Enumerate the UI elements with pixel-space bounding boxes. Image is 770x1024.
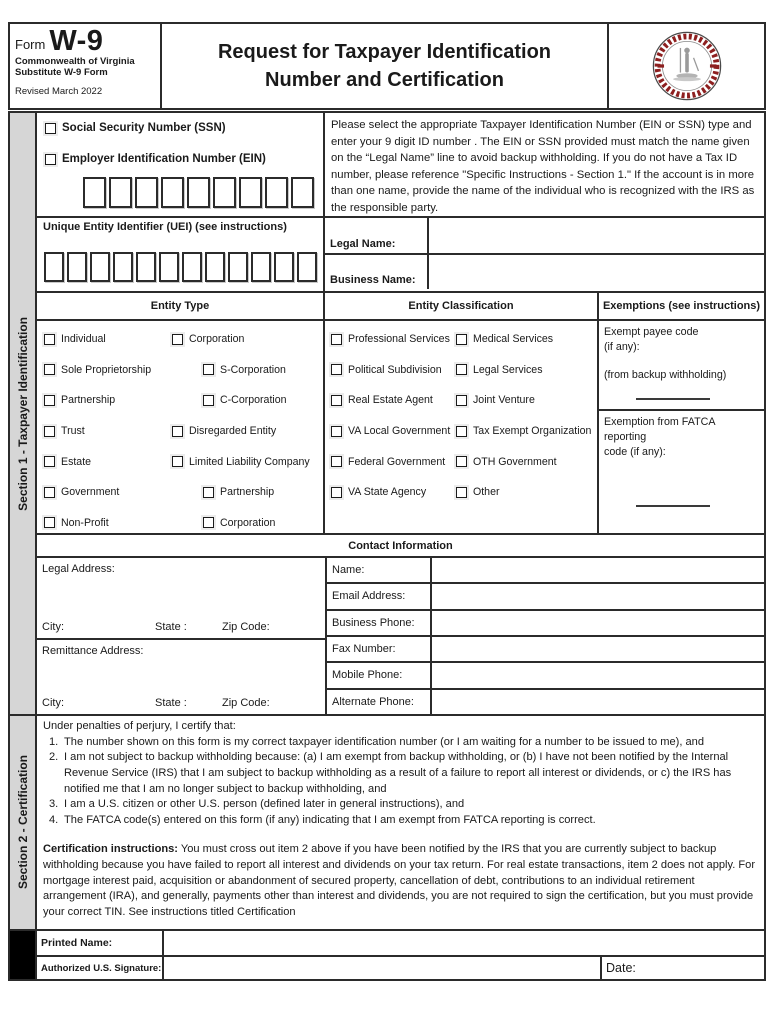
entity-classification-checkbox[interactable] [456, 364, 467, 375]
digit-box[interactable] [291, 177, 314, 208]
entity-type-option [44, 425, 85, 437]
exempt-payee-cell [597, 319, 764, 409]
digit-box[interactable] [265, 177, 288, 208]
entity-type-checkbox[interactable] [44, 426, 55, 437]
exempt-payee-line2: (if any): [604, 341, 640, 354]
entity-type-checkbox[interactable] [203, 487, 214, 498]
digit-box[interactable] [67, 252, 87, 282]
state-label: State : [155, 697, 187, 709]
digit-box[interactable] [297, 252, 317, 282]
digit-box[interactable] [251, 252, 271, 282]
entity-classification-checkbox[interactable] [456, 395, 467, 406]
uei-cell [35, 216, 323, 291]
signature-label: Authorized U.S. Signature: [35, 955, 162, 979]
checkbox-label: Estate [61, 455, 92, 468]
entity-classification-checkbox[interactable] [456, 334, 467, 345]
entity-type-checkbox[interactable] [44, 517, 55, 528]
org-line1: Commonwealth of Virginia [15, 55, 135, 67]
section2-label: Section 2 - Certification [15, 755, 30, 890]
date-label: Date: [606, 961, 636, 975]
section2-label-bar [8, 714, 35, 929]
certification-instructions-body: You must cross out item 2 above if you have been notified by the IRS that you are currently subject to backup withholding because you have failed to report all interest and dividends on your tax return. For real estate transactions, item 2 does not apply. For mortgage interest paid, acquisition or abandonment of secured property, cancellation of debt, contributions to an individual retirement arrangement (IRA), and generally, payments other than interest and dividends, you are not required to sign the certification, but you must provide your correct TIN. See instructions titled Certification [43, 843, 756, 919]
entity-classification-option [331, 425, 450, 437]
contact-field-label: Alternate Phone: [327, 690, 432, 714]
checkbox-label: Corporation [220, 516, 276, 529]
tin-type-cell [35, 111, 323, 216]
entity-type-option [203, 517, 275, 529]
ein-label: Employer Identification Number (EIN) [62, 153, 266, 165]
fatca-exemption-cell [597, 409, 764, 533]
entity-type-row [37, 477, 323, 508]
checkbox-label: S-Corporation [220, 363, 286, 376]
checkbox-label: C-Corporation [220, 394, 287, 407]
digit-box[interactable] [83, 177, 106, 208]
entity-type-option [44, 517, 109, 529]
entity-type-checkbox[interactable] [172, 334, 183, 345]
entity-type-checkbox[interactable] [172, 456, 183, 467]
digit-box[interactable] [228, 252, 248, 282]
tin-instructions: Please select the appropriate Taxpayer Identification Number (EIN or SSN) type and enter your 9 digit ID number . The EIN or SSN provided must match the name given on the “Legal Name” line to avoid backup withholding. If you do not have a Tax ID number, please reference "Specific Instructions - Section 1." If the account is in more than one name, provide the name of the individual who is recognized with the IRS as the responsible party. [331, 119, 755, 214]
certification-item: I am a U.S. citizen or other U.S. person (defined later in general instructions), and [64, 798, 465, 811]
ssn-checkbox[interactable] [45, 123, 56, 134]
legal-name-row [325, 218, 764, 255]
entity-type-header: Entity Type [35, 291, 323, 319]
contact-info-header: Contact Information [35, 533, 764, 556]
contact-field-row [327, 558, 764, 584]
entity-classification-option [456, 394, 535, 406]
entity-type-option [44, 394, 115, 406]
legal-address-label: Legal Address: [42, 563, 115, 575]
contact-field-input[interactable] [432, 663, 764, 687]
form-id-box [10, 24, 162, 108]
form-number [15, 25, 155, 57]
certification-list [49, 735, 756, 829]
ein-option [45, 153, 266, 165]
certification-item: I am not subject to backup withholding because: (a) I am exempt from backup withholding, or (b) I have not been notified by the Internal Revenue Service (IRS) that I am subject to backup withholding as a result of a failure to report all interest or dividends, or c) the IRS has notified me that I am no longer subject to backup withholding, and [64, 751, 732, 795]
entity-classification-checkbox[interactable] [331, 487, 342, 498]
entity-classification-option [456, 486, 500, 498]
form-title-line2: Number and Certification [265, 69, 504, 91]
digit-box[interactable] [113, 252, 133, 282]
uei-boxes[interactable] [44, 252, 317, 282]
entity-type-checkbox[interactable] [44, 364, 55, 375]
digit-box[interactable] [109, 177, 132, 208]
checkbox-label: Professional Services [348, 333, 450, 346]
certification-instructions [43, 842, 756, 920]
perjury-intro: Under penalties of perjury, I certify that: [43, 720, 236, 732]
checkbox-label: Individual [61, 333, 106, 346]
entity-type-checkbox[interactable] [44, 456, 55, 467]
entity-classification-checkbox[interactable] [331, 334, 342, 345]
signature-left-bar [8, 929, 35, 979]
checkbox-label: VA State Agency [348, 486, 427, 499]
checkbox-label: Federal Government [348, 455, 446, 468]
entity-type-row [37, 324, 323, 355]
entity-classification-checkbox[interactable] [331, 426, 342, 437]
entity-type-checkbox[interactable] [44, 395, 55, 406]
checkbox-label: Disregarded Entity [189, 425, 277, 438]
entity-type-option [44, 364, 151, 376]
entity-classification-checkbox[interactable] [456, 456, 467, 467]
digit-box[interactable] [239, 177, 262, 208]
entity-type-option [172, 425, 276, 437]
section1-label: Section 1 - Taxpayer Identification [15, 316, 30, 511]
exempt-payee-line1: Exempt payee code [604, 326, 699, 338]
entity-type-cell [35, 319, 323, 533]
entity-type-checkbox[interactable] [172, 426, 183, 437]
entity-type-checkbox[interactable] [203, 395, 214, 406]
checkbox-label: Trust [61, 425, 85, 438]
legal-name-label: Legal Name: [325, 218, 429, 253]
contact-field-row [327, 690, 764, 714]
uei-label: Unique Entity Identifier (UEI) (see instructions) [43, 221, 287, 233]
entity-type-option [44, 333, 106, 345]
form-title [162, 24, 607, 108]
form-title-line1: Request for Taxpayer Identification [217, 41, 552, 63]
names-cell [323, 216, 764, 291]
digit-box[interactable] [274, 252, 294, 282]
city-label: City: [42, 697, 64, 709]
contact-field-row [327, 584, 764, 610]
printed-name-label: Printed Name: [35, 929, 162, 955]
entity-type-checkbox[interactable] [203, 364, 214, 375]
entity-classification-option [456, 364, 543, 376]
entity-type-option [44, 456, 91, 468]
remittance-address-label: Remittance Address: [42, 645, 144, 657]
entity-classification-header: Entity Classification [323, 291, 597, 319]
form-name: W-9 [49, 25, 104, 57]
digit-box[interactable] [90, 252, 110, 282]
checkbox-label: Medical Services [473, 333, 554, 346]
legal-name-field[interactable] [429, 218, 764, 253]
tin-instructions-cell [323, 111, 764, 216]
contact-field-input[interactable] [432, 558, 764, 582]
digit-box[interactable] [161, 177, 184, 208]
ssn-option [45, 122, 226, 134]
entity-type-row [37, 416, 323, 447]
contact-field-label: Mobile Phone: [327, 663, 432, 687]
exempt-payee-code-field[interactable] [636, 398, 710, 400]
entity-classification-option [331, 456, 445, 468]
business-name-row [325, 255, 764, 289]
entity-classification-row [325, 385, 597, 416]
checkbox-label: Joint Venture [473, 394, 535, 407]
city-label: City: [42, 621, 64, 633]
entity-type-row [37, 446, 323, 477]
checkbox-label: Government [61, 486, 120, 499]
contact-field-input[interactable] [432, 637, 764, 661]
date-field[interactable] [600, 955, 764, 979]
contact-field-input[interactable] [432, 584, 764, 608]
entity-type-checkbox[interactable] [44, 334, 55, 345]
entity-type-option [203, 364, 286, 376]
zip-label: Zip Code: [222, 621, 270, 633]
checkbox-label: Partnership [61, 394, 116, 407]
entity-classification-option [456, 333, 553, 345]
checkbox-label: Legal Services [473, 363, 543, 376]
entity-classification-checkbox[interactable] [456, 426, 467, 437]
zip-label: Zip Code: [222, 697, 270, 709]
contact-field-label: Fax Number: [327, 637, 432, 661]
digit-box[interactable] [159, 252, 179, 282]
ssn-label: Social Security Number (SSN) [62, 122, 226, 134]
entity-type-row [37, 385, 323, 416]
entity-type-checkbox[interactable] [203, 517, 214, 528]
form-word: Form [15, 36, 46, 52]
entity-classification-option [331, 333, 450, 345]
business-name-label: Business Name: [325, 255, 429, 289]
digit-box[interactable] [44, 252, 64, 282]
digit-box[interactable] [213, 177, 236, 208]
checkbox-label: Sole Proprietorship [61, 363, 152, 376]
certification-item: The FATCA code(s) entered on this form (if any) indicating that I am exempt from FATCA reporting is correct. [64, 813, 596, 826]
contact-field-row [327, 611, 764, 637]
entity-classification-checkbox[interactable] [331, 456, 342, 467]
ein-checkbox[interactable] [45, 154, 56, 165]
entity-type-option [44, 486, 119, 498]
digit-box[interactable] [182, 252, 202, 282]
checkbox-label: Political Subdivision [348, 363, 442, 376]
entity-type-option [172, 333, 244, 345]
certification-cell [35, 714, 764, 929]
seal-box [607, 24, 764, 108]
checkbox-label: Real Estate Agent [348, 394, 433, 407]
signature-field[interactable] [162, 955, 600, 979]
fatca-line1: Exemption from FATCA reporting [604, 416, 715, 444]
entity-type-checkbox[interactable] [44, 487, 55, 498]
entity-classification-checkbox[interactable] [331, 364, 342, 375]
entity-classification-row [325, 355, 597, 386]
certification-item: The number shown on this form is my correct taxpayer identification number (or I am waiting for a number to be issued to me), and [64, 735, 705, 748]
checkbox-label: Corporation [189, 333, 245, 346]
exemptions-header: Exemptions (see instructions) [597, 291, 764, 319]
contact-field-input[interactable] [432, 690, 764, 714]
entity-classification-option [331, 364, 442, 376]
entity-classification-checkbox[interactable] [456, 487, 467, 498]
digit-box[interactable] [205, 252, 225, 282]
checkbox-label: Limited Liability Company [189, 455, 310, 468]
contact-field-row [327, 663, 764, 689]
checkbox-label: Non-Profit [61, 516, 109, 529]
entity-classification-cell [323, 319, 597, 533]
checkbox-label: Tax Exempt Organization [473, 425, 592, 438]
contact-field-label: Name: [327, 558, 432, 582]
entity-classification-row [325, 477, 597, 508]
entity-type-option [172, 456, 310, 468]
contact-fields [325, 556, 764, 714]
entity-classification-checkbox[interactable] [331, 395, 342, 406]
legal-address-csz [42, 621, 312, 633]
business-name-field[interactable] [429, 255, 764, 289]
form-header [8, 22, 766, 110]
exempt-payee-line3: (from backup withholding) [604, 369, 727, 382]
checkbox-label: Partnership [220, 486, 275, 499]
entity-classification-row [325, 324, 597, 355]
revision-date: Revised March 2022 [15, 86, 103, 98]
legal-address-cell[interactable] [35, 556, 325, 638]
section1-label-bar [8, 111, 35, 714]
checkbox-label: VA Local Government [348, 425, 451, 438]
printed-name-field[interactable] [162, 929, 764, 955]
digit-box[interactable] [136, 252, 156, 282]
contact-field-label: Business Phone: [327, 611, 432, 635]
contact-field-label: Email Address: [327, 584, 432, 608]
contact-field-row [327, 637, 764, 663]
form-body [8, 111, 766, 981]
entity-classification-row [325, 416, 597, 447]
digit-box[interactable] [135, 177, 158, 208]
remittance-address-csz [42, 697, 312, 709]
entity-classification-row [325, 446, 597, 477]
entity-classification-option [331, 486, 426, 498]
entity-type-option [203, 486, 274, 498]
entity-type-option [203, 394, 287, 406]
entity-classification-option [456, 425, 591, 437]
virginia-seal-icon [646, 25, 728, 107]
entity-type-row [37, 355, 323, 386]
org-line2: Substitute W-9 Form [15, 67, 108, 79]
entity-classification-option [456, 456, 557, 468]
fatca-line2: code (if any): [604, 446, 666, 459]
entity-classification-option [331, 394, 433, 406]
certification-instructions-lead: Certification instructions: [43, 843, 178, 856]
contact-field-input[interactable] [432, 611, 764, 635]
tin-digit-boxes[interactable] [83, 177, 314, 208]
remittance-address-cell[interactable] [35, 638, 325, 714]
checkbox-label: OTH Government [473, 455, 557, 468]
digit-box[interactable] [187, 177, 210, 208]
state-label: State : [155, 621, 187, 633]
fatca-code-field[interactable] [636, 505, 710, 507]
checkbox-label: Other [473, 486, 500, 499]
